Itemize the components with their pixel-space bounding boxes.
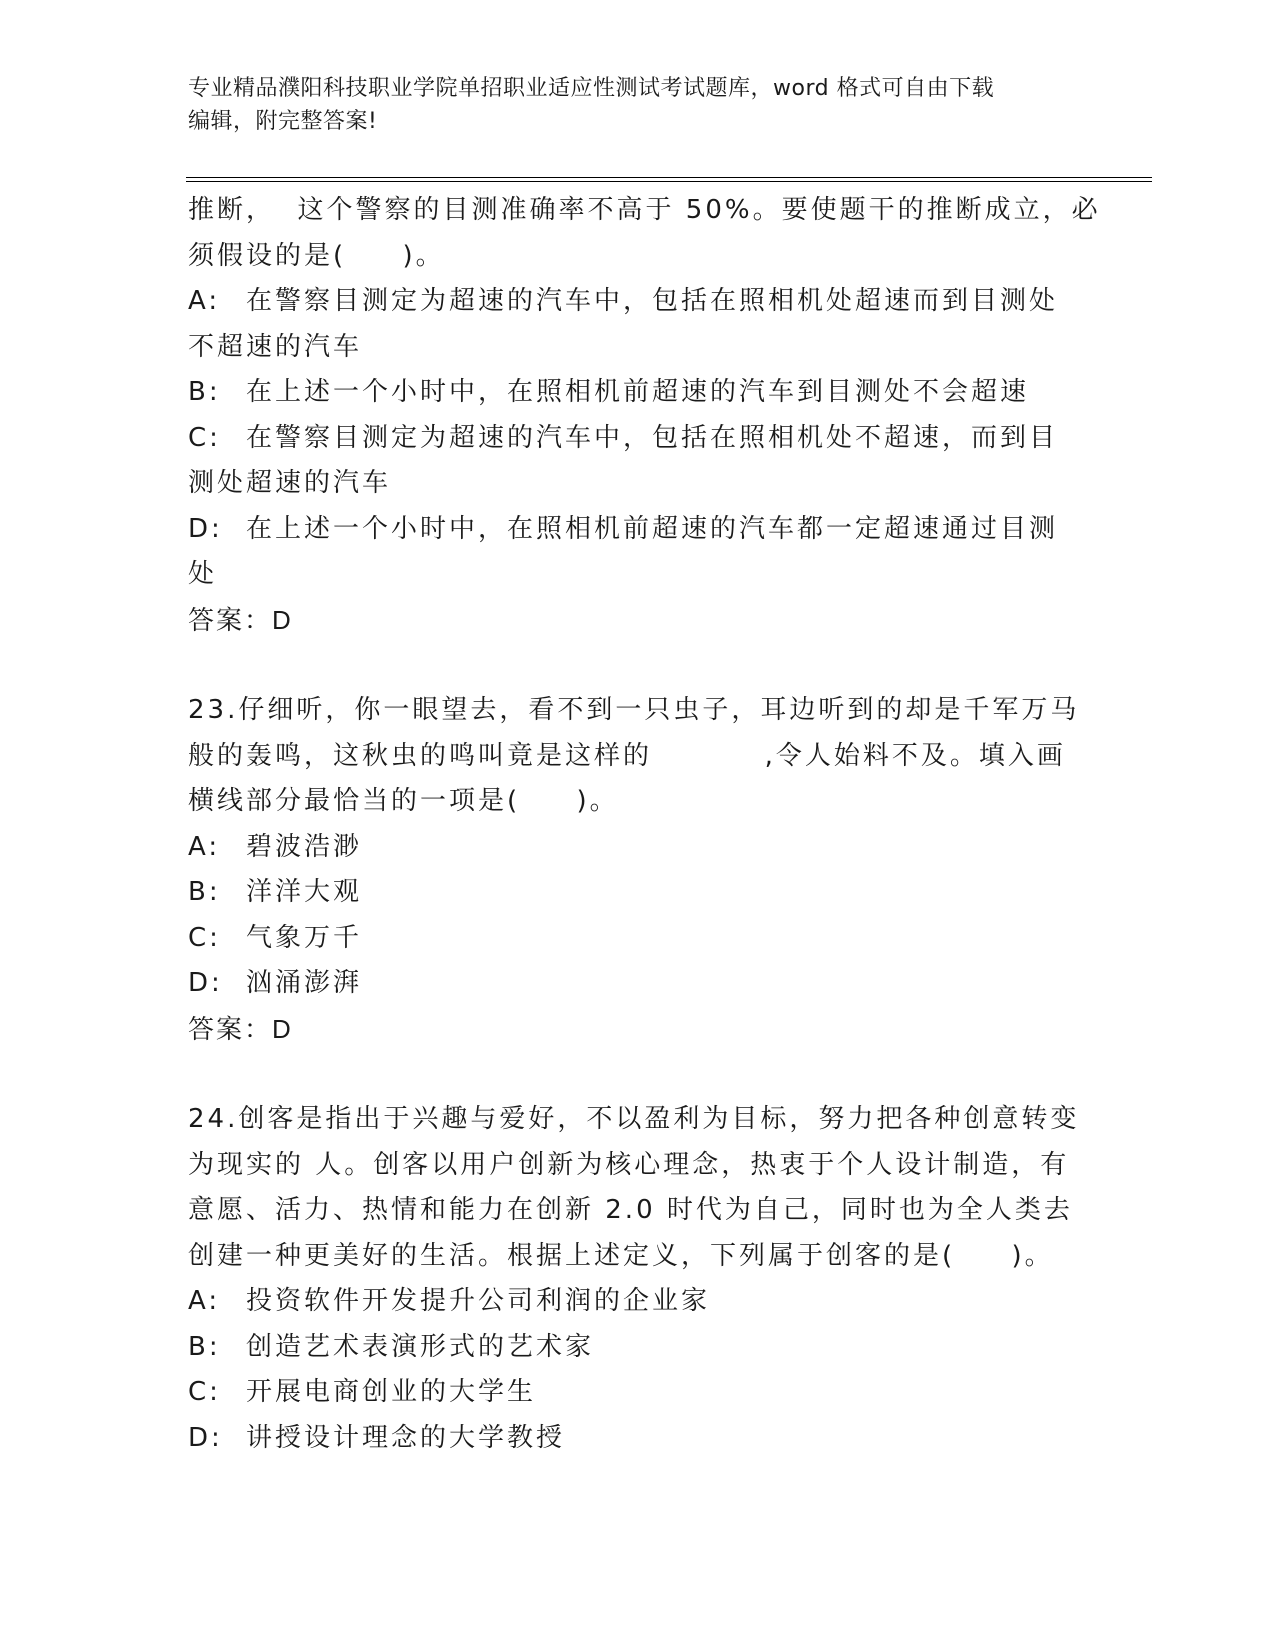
option-c [188,416,1088,507]
option-text: 在上述一个小时中，在照相机前超速的汽车都一定超速通过目测 [246,513,1059,544]
option-letter: B: [188,377,221,407]
option-letter: A: [188,1286,221,1316]
option-text: 在上述一个小时中，在照相机前超速的汽车到目测处不会超速 [246,377,1030,407]
question-stem-line: 23.仔细听，你一眼望去，看不到一只虫子，耳边听到的却是千军万马 [188,695,1080,725]
option-letter: C: [188,922,221,953]
option-letter: D: [188,1422,223,1453]
question-stem-line: 意愿、活力、热情和能力在创新 2.0 时代为自己，同时也为全人类去 [188,1195,1073,1225]
option-d [188,507,1088,598]
question-23 [188,688,1088,1052]
question-stem-line: 横线部分最恰当的一项是( )。 [188,786,619,816]
document-body [188,188,1101,1461]
option-letter: C: [188,422,221,453]
option-text-continued: 测处超速的汽车 [188,468,392,498]
option-letter: D: [188,968,223,998]
question-stem-line: 须假设的是( )。 [188,240,445,271]
question-stem-line: 推断， 这个警察的目测准确率不高于 50%。要使题干的推断成立，必 [188,195,1101,225]
spacer [188,643,1088,688]
header-divider [186,177,1152,182]
option-text: 在警察目测定为超速的汽车中，包括在照相机处不超速，而到目 [246,422,1059,453]
header-line-2: 编辑，附完整答案! [188,109,378,134]
answer-label: 答案：D [188,604,293,635]
header-line-1: 专业精品濮阳科技职业学院单招职业适应性测试考试题库，word 格式可自由下载 [188,76,995,101]
option-letter: D: [188,513,223,544]
option-d [188,1416,1088,1462]
option-b [188,370,1088,416]
option-a [188,1279,1088,1325]
answer-label: 答案：D [188,1013,293,1044]
option-c [188,916,1088,962]
option-text: 开展电商创业的大学生 [246,1377,537,1407]
question-stem-line: 创建一种更美好的生活。根据上述定义，下列属于创客的是( )。 [188,1240,1054,1271]
option-text: 洋洋大观 [246,877,363,907]
question-24 [188,1097,1088,1461]
option-letter: A: [188,831,221,862]
option-letter: B: [188,1331,221,1362]
option-b [188,1325,1088,1371]
option-text: 汹涌澎湃 [246,968,363,998]
option-a [188,825,1088,871]
option-c [188,1370,1088,1416]
option-text: 气象万千 [246,922,363,953]
option-a [188,279,1088,370]
option-text: 投资软件开发提升公司利润的企业家 [246,1286,711,1316]
option-text: 创造艺术表演形式的艺术家 [246,1331,595,1362]
option-letter: A: [188,286,221,316]
question-stem-line: 为现实的 人。创客以用户创新为核心理念，热衷于个人设计制造，有 [188,1149,1070,1180]
question-stem-line: 般的轰鸣，这秋虫的鸣叫竟是这样的 ,令人始料不及。填入画 [188,740,1066,771]
option-text: 碧波浩渺 [246,831,363,862]
spacer [188,1052,1088,1097]
option-text: 讲授设计理念的大学教授 [246,1422,566,1453]
option-d [188,961,1088,1007]
option-letter: B: [188,877,221,907]
option-text-continued: 不超速的汽车 [188,331,363,362]
page-header [188,72,1088,138]
option-text: 在警察目测定为超速的汽车中，包括在照相机处超速而到目测处 [246,286,1059,316]
question-stem-line: 24.创客是指出于兴趣与爱好，不以盈利为目标，努力把各种创意转变 [188,1104,1080,1134]
option-text-continued: 处 [188,559,218,589]
question-22 [188,188,1101,643]
option-letter: C: [188,1377,221,1407]
option-b [188,870,1088,916]
